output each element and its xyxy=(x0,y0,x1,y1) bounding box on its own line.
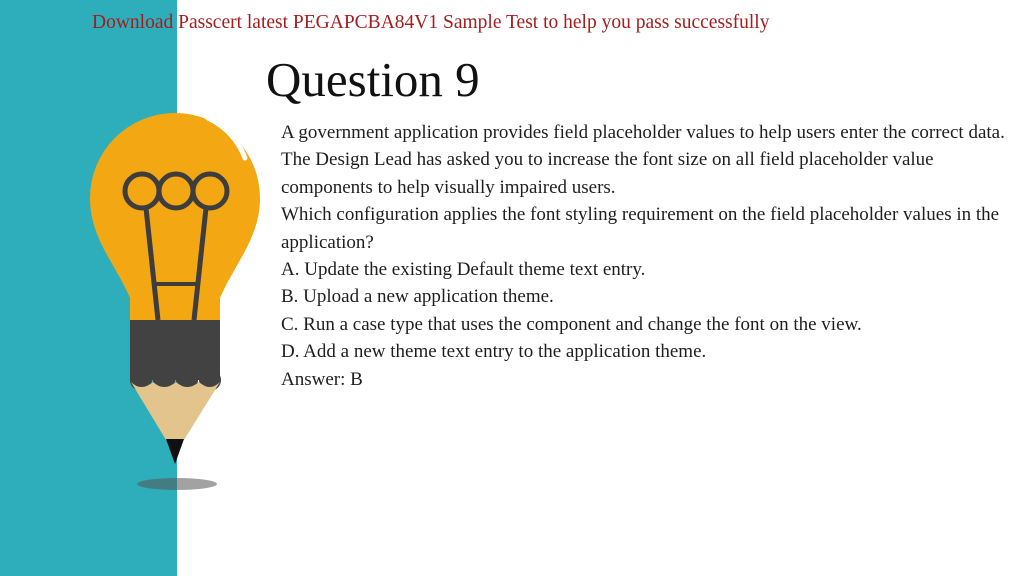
option-c: C. Run a case type that uses the component and change the font on the view. xyxy=(281,313,862,335)
question-stem-text: A government application provides field placeholder values to help users enter the correct data. The Design Lead has asked you to increase the font size on all field placeholder value components to help visually impaired users. xyxy=(281,122,1005,198)
option-b: B. Upload a new application theme. xyxy=(281,286,554,308)
option-d: D. Add a new theme text entry to the application theme. xyxy=(281,341,707,363)
download-banner: Download Passcert latest PEGAPCBA84V1 Sample Test to help you pass successfully xyxy=(92,12,770,33)
question-title: Question 9 xyxy=(266,52,480,107)
lightbulb-pencil-icon xyxy=(80,98,280,498)
question-body xyxy=(281,119,1011,393)
option-a: A. Update the existing Default theme text entry. xyxy=(281,259,646,281)
answer-text: Answer: B xyxy=(281,368,363,390)
question-prompt-text: Which configuration applies the font styling requirement on the field placeholder values in the application? xyxy=(281,204,1000,253)
